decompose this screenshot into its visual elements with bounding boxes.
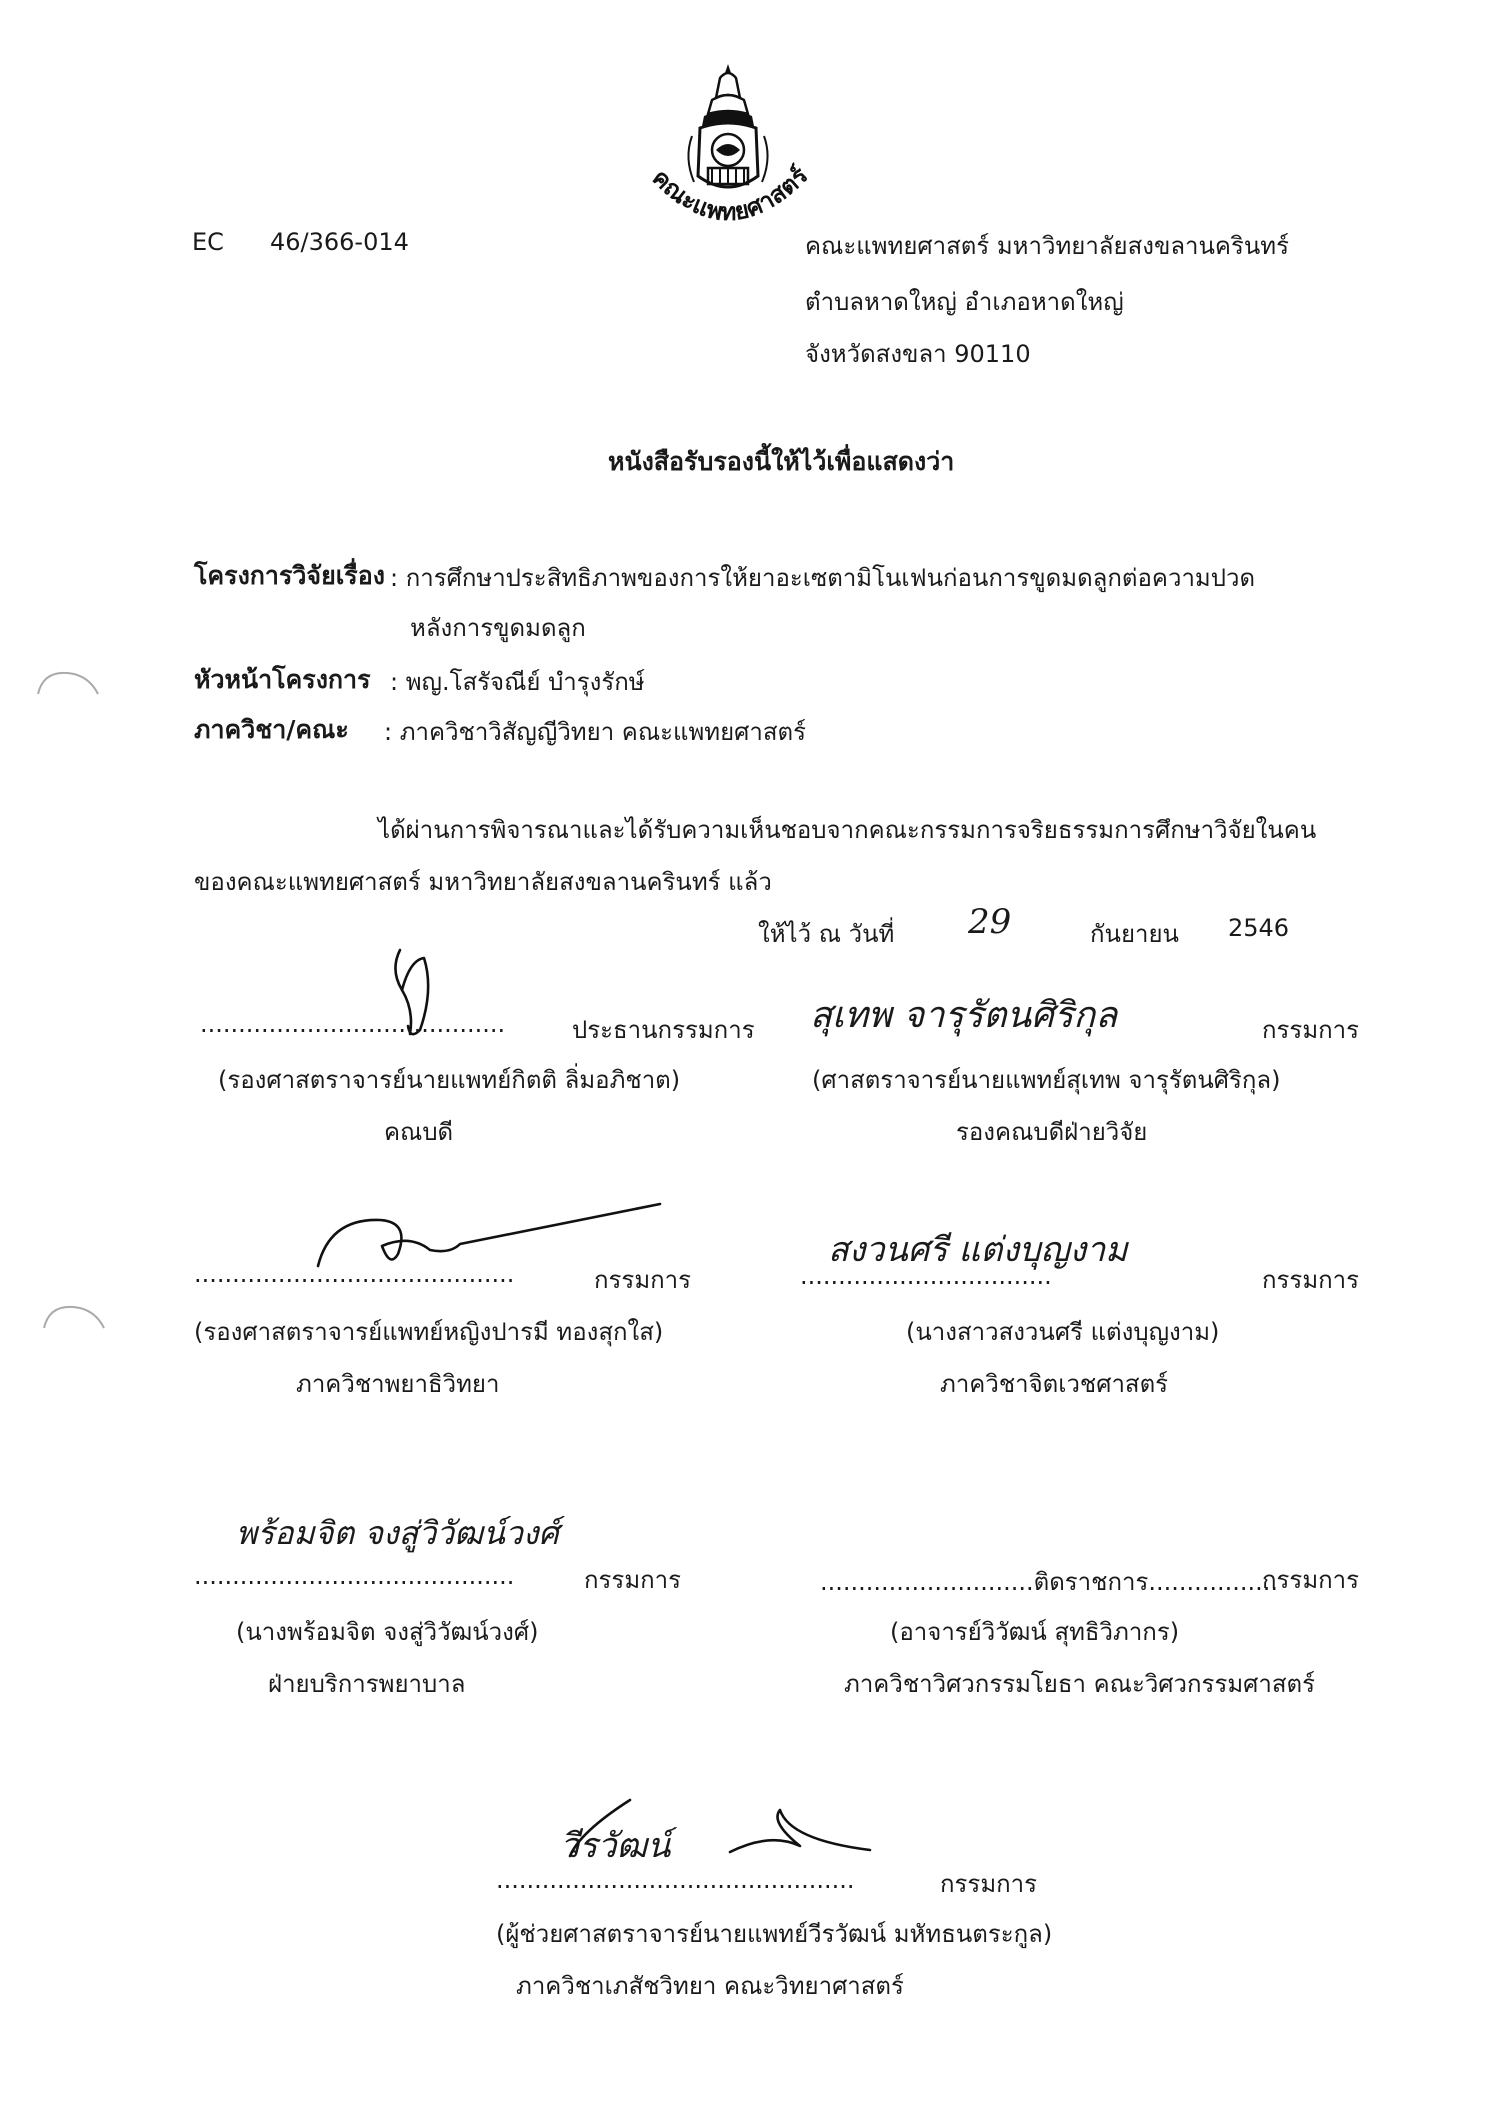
sig3-position: ภาควิชาพยาธิวิทยา [296,1370,500,1398]
sig2-handwriting: สุเทพ จารุรัตนศิริกุล [810,995,1118,1036]
sig7-position: ภาควิชาเภสัชวิทยา คณะวิทยาศาสตร์ [516,1972,904,2000]
ref-number: 46/366-014 [270,228,409,256]
sig6-name: (อาจารย์วิวัฒน์ สุทธิวิภากร) [890,1618,1180,1646]
date-year: 2546 [1228,914,1290,942]
address-line-1: คณะแพทยศาสตร์ มหาวิทยาลัยสงขลานครินทร์ [805,232,1289,260]
address-line-3: จังหวัดสงขลา 90110 [805,340,1031,368]
signature-7 [540,1792,880,1872]
sig6-dots: ............................ติดราชการ................. [820,1568,1279,1596]
punch-hole-mark [40,1298,110,1338]
sig4-dots: ................................. [800,1262,1052,1290]
sig6-role: กรรมการ [1262,1566,1360,1594]
sig5-name: (นางพร้อมจิต จงสู่วิวัฒน์วงศ์) [236,1618,539,1646]
sig3-role: กรรมการ [594,1266,692,1294]
certificate-title: หนังสือรับรองนี้ให้ไว้เพื่อแสดงว่า [608,447,955,476]
date-month: กันยายน [1090,920,1179,948]
statement-line-2: ของคณะแพทยศาสตร์ มหาวิทยาลัยสงขลานครินทร์ แล้ว [194,868,772,896]
sig7-role: กรรมการ [940,1870,1038,1898]
ref-prefix: EC [192,228,224,256]
sig2-position: รองคณบดีฝ่ายวิจัย [956,1118,1148,1146]
project-dept-label: ภาควิชา/คณะ [194,715,349,744]
sig3-dots: .......................................... [194,1260,515,1288]
sig6-position: ภาควิชาวิศวกรรมโยธา คณะวิศวกรรมศาสตร์ [844,1670,1315,1698]
faculty-emblem [628,58,828,233]
sig4-role: กรรมการ [1262,1266,1360,1294]
sig7-name: (ผู้ช่วยศาสตราจารย์นายแพทย์วีรวัฒน์ มหัทธนตระกูล) [496,1920,1053,1948]
sig1-dots: ........................................ [200,1010,506,1038]
sig4-position: ภาควิชาจิตเวชศาสตร์ [940,1370,1169,1398]
project-title-label: โครงการวิจัยเรื่อง [194,561,385,590]
sig3-name: (รองศาสตราจารย์แพทย์หญิงปารมี ทองสุกใส) [194,1318,664,1346]
emblem-text: คณะแพทยศาสตร์ [646,161,814,227]
sig7-handwriting: วีรวัฒน์ [560,1826,671,1866]
sig1-position: คณบดี [384,1118,454,1146]
sig1-name: (รองศาสตราจารย์นายแพทย์กิตติ ลิ่มอภิชาต) [218,1066,681,1094]
sig5-position: ฝ่ายบริการพยาบาล [268,1670,466,1698]
project-head-value: : พญ.โสรัจณีย์ บำรุงรักษ์ [390,668,645,696]
date-day: 29 [968,902,1012,942]
sig4-handwriting: สงวนศรี แต่งบุญงาม [828,1230,1128,1270]
punch-hole-mark [34,664,104,704]
sig5-dots: .......................................... [194,1562,515,1590]
project-head-label: หัวหน้าโครงการ [194,665,371,694]
sig1-role: ประธานกรรมการ [572,1016,755,1044]
project-title-value-cont: หลังการขูดมดลูก [410,614,586,642]
sig2-role: กรรมการ [1262,1016,1360,1044]
address-line-2: ตำบลหาดใหญ่ อำเภอหาดใหญ่ [805,288,1124,316]
sig4-name: (นางสาวสงวนศรี แต่งบุญงาม) [906,1318,1220,1346]
sig2-name: (ศาสตราจารย์นายแพทย์สุเทพ จารุรัตนศิริกุล) [812,1066,1281,1094]
sig5-role: กรรมการ [584,1566,682,1594]
sig5-handwriting: พร้อมจิต จงสู่วิวัฒน์วงศ์ [236,1514,559,1552]
project-dept-value: : ภาควิชาวิสัญญีวิทยา คณะแพทยศาสตร์ [384,718,807,746]
statement-line-1: ได้ผ่านการพิจารณาและได้รับความเห็นชอบจากคณะกรรมการจริยธรรมการศึกษาวิจัยในคน [378,816,1317,844]
svg-text:คณะแพทยศาสตร์ [647,161,814,226]
project-title-value: : การศึกษาประสิทธิภาพของการให้ยาอะเซตามิโนเฟนก่อนการขูดมดลูกต่อความปวด [390,564,1256,592]
sig7-dots: ............................................... [496,1866,855,1894]
date-prefix: ให้ไว้ ณ วันที่ [758,920,895,948]
